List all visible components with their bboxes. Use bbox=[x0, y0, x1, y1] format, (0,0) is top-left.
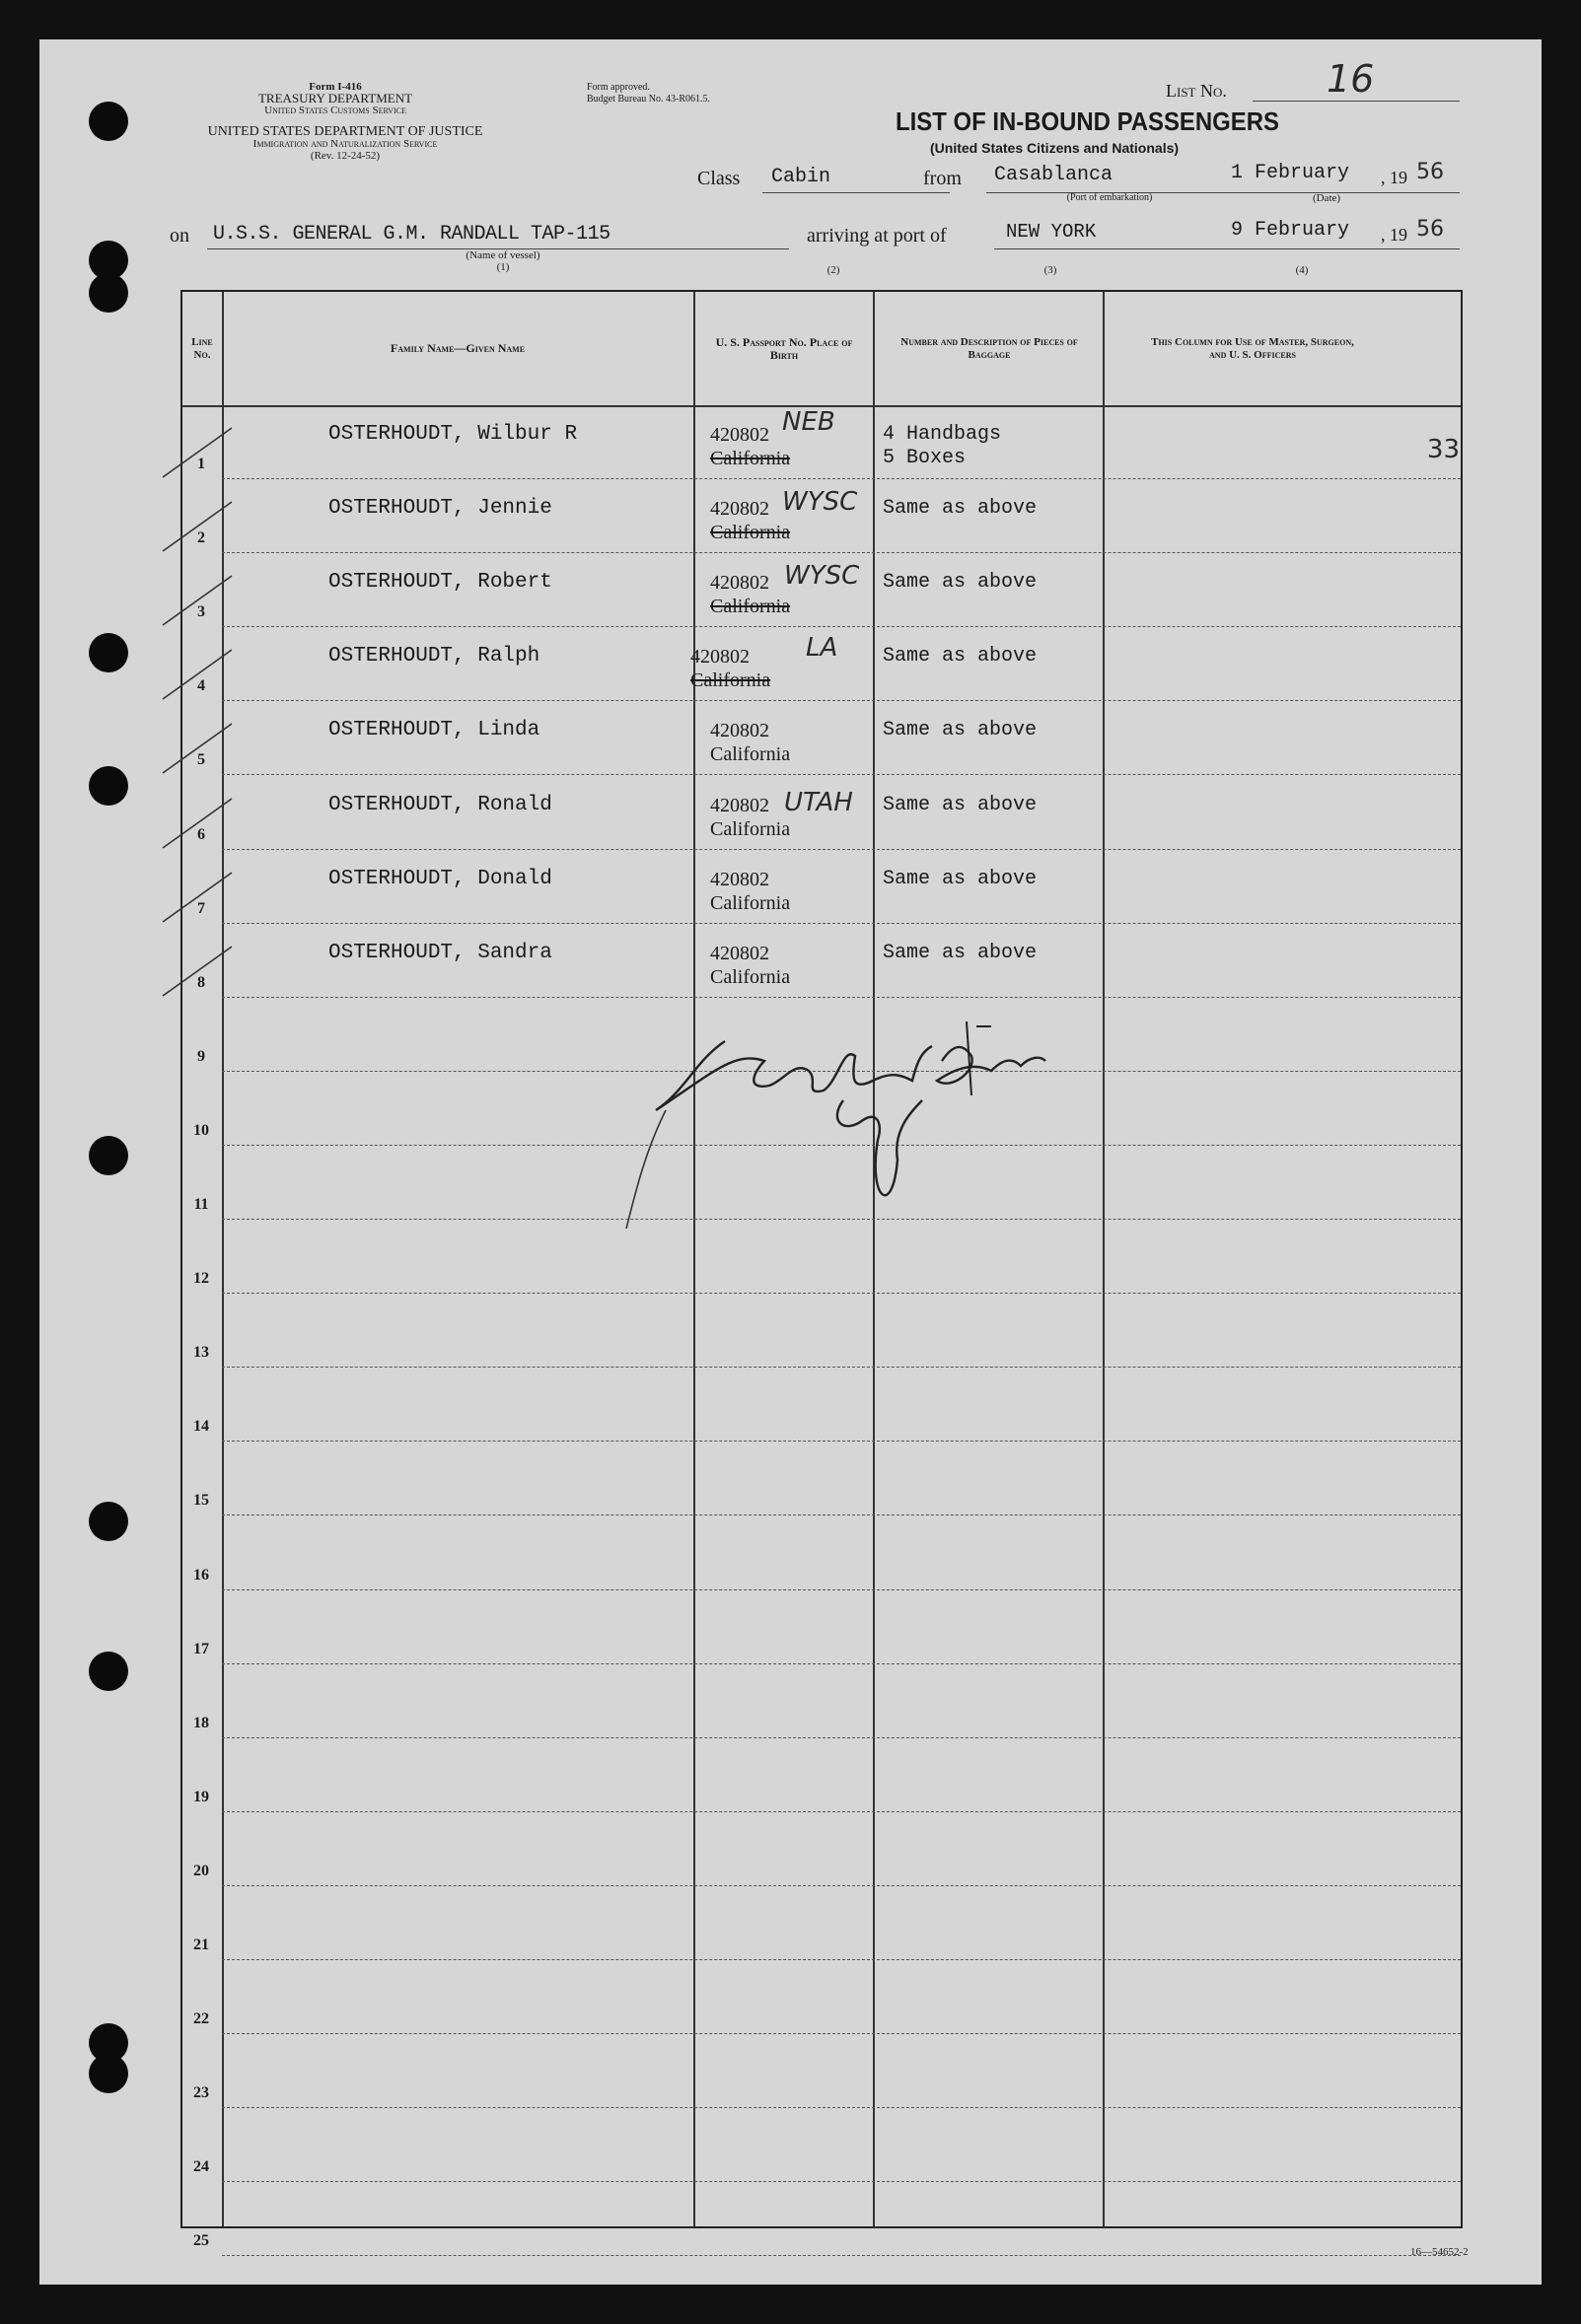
baggage-line: Same as above bbox=[883, 571, 1038, 595]
table-row bbox=[182, 627, 1461, 701]
punch-hole bbox=[89, 633, 128, 672]
row-number: 12 bbox=[193, 1270, 209, 1288]
place-of-birth: California bbox=[710, 965, 791, 988]
passport-cell bbox=[710, 794, 790, 841]
class-underline bbox=[762, 192, 950, 193]
place-of-birth: California bbox=[710, 817, 791, 840]
row-rule bbox=[222, 2255, 1461, 2256]
caption-1: (1) bbox=[496, 261, 510, 273]
place-of-birth: California bbox=[710, 743, 791, 766]
baggage-line: Same as above bbox=[883, 645, 1038, 669]
row-number: 10 bbox=[193, 1121, 209, 1139]
list-no-underline bbox=[1253, 101, 1460, 102]
date1-year-underline bbox=[1415, 192, 1460, 193]
row-number: 17 bbox=[193, 1640, 209, 1657]
passport-cell bbox=[710, 942, 790, 989]
check-mark bbox=[158, 794, 237, 853]
passport-number: 420802 bbox=[710, 572, 769, 595]
handwritten-note: NEB bbox=[782, 407, 835, 437]
class-value: Cabin bbox=[771, 166, 831, 188]
ins-service: Immigration and Naturalization Service bbox=[252, 138, 438, 150]
table-row bbox=[182, 1738, 1461, 1812]
from-label: from bbox=[923, 168, 962, 189]
row-number: 7 bbox=[197, 899, 205, 917]
footer-code: 16—54652-2 bbox=[1410, 2246, 1469, 2258]
officer-mark: 33 bbox=[1426, 435, 1460, 464]
check-mark bbox=[158, 571, 237, 630]
handwritten-note: WYSC bbox=[784, 561, 860, 592]
baggage-cell bbox=[883, 497, 1037, 521]
passport-cell bbox=[710, 497, 790, 544]
punch-hole bbox=[89, 1136, 128, 1175]
table-row bbox=[182, 850, 1461, 924]
place-of-birth: California bbox=[710, 448, 791, 469]
table-row bbox=[182, 1442, 1461, 1515]
date2-value: 9 February bbox=[1231, 219, 1350, 242]
table-row bbox=[182, 405, 1461, 479]
date2-underline bbox=[1236, 248, 1425, 249]
budget-bureau: Budget Bureau No. 43-R061.5. bbox=[587, 94, 710, 105]
passenger-name: OSTERHOUDT, Jennie bbox=[328, 497, 552, 521]
revision: (Rev. 12-24-52) bbox=[310, 150, 381, 162]
passport-cell bbox=[710, 868, 790, 915]
passenger-name: OSTERHOUDT, Linda bbox=[328, 719, 540, 742]
check-mark bbox=[158, 868, 237, 927]
row-number: 23 bbox=[193, 2084, 209, 2102]
passenger-name: OSTERHOUDT, Donald bbox=[328, 867, 552, 890]
passport-number: 420802 bbox=[710, 942, 769, 964]
row-number: 14 bbox=[193, 1418, 209, 1436]
row-number: 18 bbox=[193, 1714, 209, 1731]
punch-hole bbox=[89, 1502, 128, 1541]
master-signature bbox=[597, 1002, 1149, 1238]
baggage-line: 4 Handbags bbox=[883, 423, 1002, 446]
port-value: NEW YORK bbox=[1006, 221, 1097, 243]
date2-year: 56 bbox=[1416, 217, 1444, 242]
justice-header-block bbox=[158, 126, 533, 162]
passport-cell bbox=[710, 423, 790, 470]
on-label: on bbox=[170, 225, 189, 246]
page-subtitle: (United States Citizens and Nationals) bbox=[930, 140, 1180, 156]
date2-year-prefix: , 19 bbox=[1381, 225, 1407, 245]
passport-number: 420802 bbox=[690, 646, 750, 669]
row-number: 15 bbox=[193, 1492, 209, 1510]
row-number: 24 bbox=[193, 2158, 209, 2176]
baggage-line: Same as above bbox=[883, 793, 1038, 816]
header-baggage: Number and Description of Pieces of Baggage bbox=[900, 335, 1078, 361]
baggage-cell bbox=[883, 868, 1037, 891]
row-number: 8 bbox=[197, 973, 205, 991]
table-row bbox=[182, 2034, 1461, 2108]
punch-hole bbox=[89, 2054, 128, 2093]
row-number: 5 bbox=[197, 751, 205, 769]
table-row bbox=[182, 1516, 1461, 1590]
list-no-value: 16 bbox=[1327, 57, 1375, 101]
punch-hole bbox=[89, 766, 128, 806]
port-underline bbox=[994, 248, 1236, 249]
port-embark-caption: (Port of embarkation) bbox=[1066, 192, 1153, 203]
row-number: 19 bbox=[193, 1788, 209, 1805]
date1-year-prefix: , 19 bbox=[1381, 168, 1407, 187]
page-title: LIST OF IN-BOUND PASSENGERS bbox=[896, 106, 1279, 136]
passenger-table bbox=[180, 290, 1463, 2250]
row-number: 13 bbox=[193, 1344, 209, 1362]
baggage-cell bbox=[883, 645, 1037, 669]
header-passport: U. S. Passport No. Place of Birth bbox=[715, 334, 853, 362]
baggage-line: Same as above bbox=[883, 941, 1038, 964]
row-number: 2 bbox=[197, 529, 205, 547]
place-of-birth: California bbox=[710, 891, 791, 914]
check-mark bbox=[158, 423, 237, 482]
baggage-line: Same as above bbox=[883, 719, 1038, 742]
place-of-birth: California bbox=[710, 596, 791, 618]
header-line-no: Line No. bbox=[191, 335, 213, 361]
punch-hole bbox=[89, 273, 128, 313]
check-mark bbox=[158, 719, 237, 778]
row-number: 22 bbox=[193, 2010, 209, 2028]
check-mark bbox=[158, 497, 237, 556]
passport-cell bbox=[710, 571, 790, 618]
row-number: 1 bbox=[197, 456, 205, 472]
from-value: Casablanca bbox=[994, 164, 1114, 186]
baggage-cell bbox=[883, 719, 1037, 742]
baggage-cell bbox=[883, 571, 1037, 595]
approval-block bbox=[587, 82, 774, 106]
place-of-birth: California bbox=[690, 669, 771, 692]
punch-hole bbox=[89, 102, 128, 141]
baggage-line: Same as above bbox=[883, 867, 1038, 890]
vessel-caption bbox=[434, 249, 572, 273]
passport-number: 420802 bbox=[710, 794, 769, 816]
table-row bbox=[182, 1886, 1461, 1960]
table-row bbox=[182, 776, 1461, 850]
handwritten-note: UTAH bbox=[784, 787, 853, 817]
table-row bbox=[182, 1590, 1461, 1664]
class-label: Class bbox=[697, 168, 741, 189]
table-row bbox=[182, 924, 1461, 998]
row-number: 9 bbox=[197, 1047, 205, 1065]
baggage-cell bbox=[883, 942, 1037, 965]
caption-4: (4) bbox=[1295, 264, 1309, 276]
table-row bbox=[182, 1368, 1461, 1442]
form-number: Form I-416 bbox=[309, 81, 362, 93]
passport-cell bbox=[710, 719, 790, 766]
table-row bbox=[182, 553, 1461, 627]
table-row bbox=[182, 479, 1461, 553]
passport-number: 420802 bbox=[710, 868, 769, 890]
passport-number: 420802 bbox=[710, 720, 769, 742]
customs-service: United States Customs Service bbox=[264, 105, 406, 116]
form-approved: Form approved. bbox=[587, 82, 650, 93]
baggage-line: 5 Boxes bbox=[883, 447, 967, 469]
caption-2: (2) bbox=[826, 264, 840, 276]
table-row bbox=[182, 1812, 1461, 1886]
table-row bbox=[182, 2108, 1461, 2182]
passenger-name: OSTERHOUDT, Ronald bbox=[328, 793, 552, 816]
table-row bbox=[182, 2182, 1461, 2256]
baggage-cell bbox=[883, 423, 1001, 470]
vessel-caption-text: (Name of vessel) bbox=[466, 249, 540, 261]
passport-number: 420802 bbox=[710, 424, 769, 446]
row-number: 11 bbox=[193, 1196, 209, 1213]
passenger-name: OSTERHOUDT, Robert bbox=[328, 571, 552, 595]
row-number: 3 bbox=[197, 603, 205, 621]
header-officers: This Column for Use of Master, Surgeon, and U. S. Officers bbox=[1151, 335, 1354, 361]
passenger-name: OSTERHOUDT, Wilbur R bbox=[328, 423, 578, 446]
table-row bbox=[182, 1294, 1461, 1368]
date-caption: (Date) bbox=[1312, 192, 1341, 204]
baggage-line: Same as above bbox=[883, 497, 1038, 521]
passport-cell bbox=[690, 645, 770, 692]
check-mark bbox=[158, 942, 237, 1001]
table-row bbox=[182, 1664, 1461, 1738]
table-row bbox=[182, 701, 1461, 775]
check-mark bbox=[158, 645, 237, 704]
form-header-block bbox=[237, 81, 434, 116]
punch-hole bbox=[89, 1652, 128, 1691]
baggage-cell bbox=[883, 794, 1037, 817]
passenger-name: OSTERHOUDT, Ralph bbox=[328, 645, 540, 669]
header-name: Family Name—Given Name bbox=[390, 341, 526, 355]
date1-value: 1 February bbox=[1231, 162, 1350, 184]
list-no-label: List No. bbox=[1166, 81, 1227, 101]
place-of-birth: California bbox=[710, 522, 791, 544]
row-number: 21 bbox=[193, 1937, 209, 1953]
row-number: 20 bbox=[193, 1862, 209, 1879]
row-number: 25 bbox=[193, 2232, 209, 2250]
date1-year: 56 bbox=[1416, 160, 1444, 184]
vessel-value: U.S.S. GENERAL G.M. RANDALL TAP-115 bbox=[213, 223, 611, 246]
arriving-label: arriving at port of bbox=[807, 225, 947, 246]
handwritten-note: LA bbox=[806, 633, 838, 664]
row-number: 4 bbox=[197, 677, 205, 695]
justice-dept: UNITED STATES DEPARTMENT OF JUSTICE bbox=[207, 124, 483, 139]
passport-number: 420802 bbox=[710, 498, 769, 521]
passenger-name: OSTERHOUDT, Sandra bbox=[328, 941, 552, 964]
row-number: 6 bbox=[197, 825, 205, 843]
table-row bbox=[182, 1960, 1461, 2034]
document-page bbox=[39, 39, 1542, 2285]
treasury-dept: TREASURY DEPARTMENT bbox=[257, 91, 413, 106]
handwritten-note: WYSC bbox=[782, 487, 858, 518]
row-number: 16 bbox=[193, 1566, 209, 1584]
date2-year-underline bbox=[1415, 248, 1460, 249]
caption-3: (3) bbox=[1043, 264, 1057, 276]
